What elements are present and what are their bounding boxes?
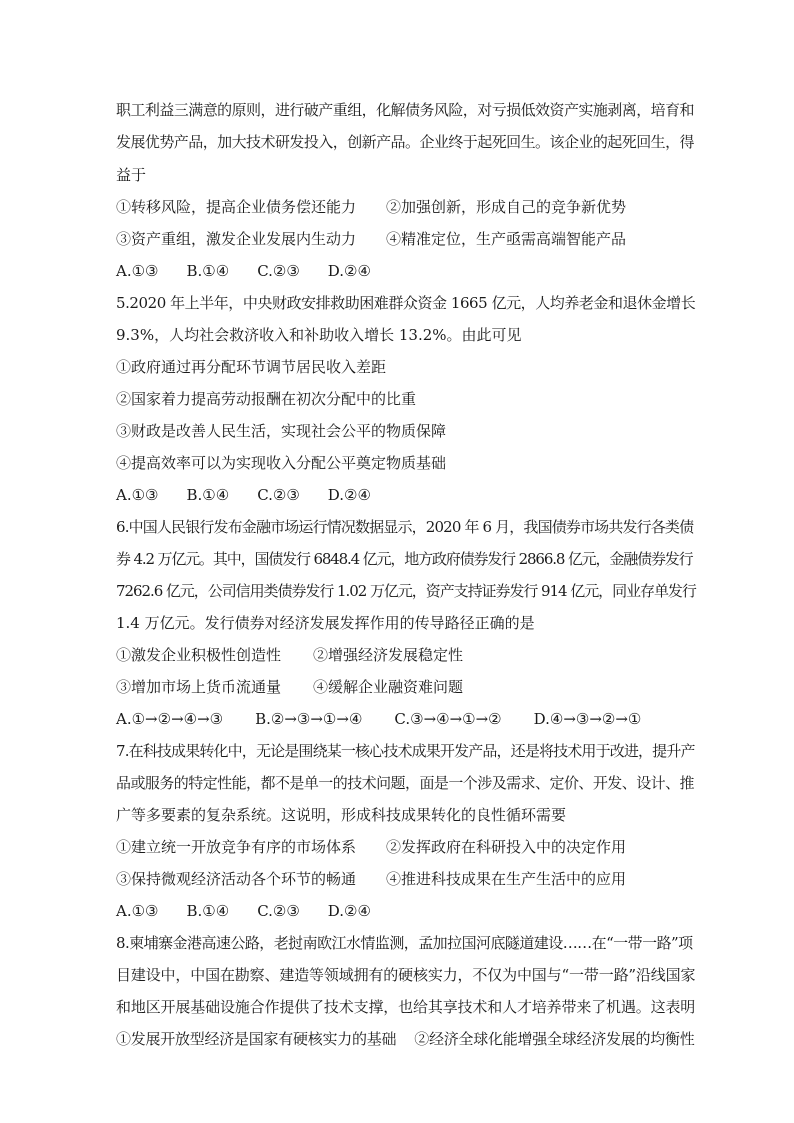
intro-options-row-1 xyxy=(116,197,696,217)
answer-a: A.①③ xyxy=(116,486,159,504)
option-1: ①发展开放型经济是国家有硬核实力的基础 xyxy=(116,1030,397,1048)
answer-c: C.②③ xyxy=(257,486,300,504)
q6-answers xyxy=(116,709,696,729)
q6-line-1: 6.中国人民银行发布金融市场运行情况数据显示，2020 年 6 月，我国债券市场共发行各类债 xyxy=(116,518,694,536)
intro-line-2: 发展优势产品，加大技术研发投入，创新产品。企业终于起死回生。该企业的起死回生，得 xyxy=(116,133,695,151)
option-3: ③资产重组，激发企业发展内生动力 xyxy=(116,230,357,248)
answer-a: A.①③ xyxy=(116,262,159,280)
q7-answers xyxy=(116,901,696,921)
q8-line-2: 目建设中，中国在勘察、建造等领域拥有的硬核实力，不仅为中国与“一带一路”沿线国家 xyxy=(116,966,696,984)
answer-b: B.①④ xyxy=(186,902,230,920)
answer-d: D.②④ xyxy=(327,902,371,920)
q5-answers xyxy=(116,485,696,505)
q7-options-row-2 xyxy=(116,869,696,889)
intro-answers xyxy=(116,261,696,281)
answer-a: A.①③ xyxy=(116,902,159,920)
q7-line-1: 7.在科技成果转化中，无论是围绕某一核心技术成果开发产品，还是将技术用于改进，提升产 xyxy=(116,742,695,760)
intro-line-3: 益于 xyxy=(116,166,147,184)
intro-line-1: 职工利益三满意的原则，进行破产重组，化解债务风险，对亏损低效资产实施剥离，培育和 xyxy=(116,101,695,119)
q8-line-1: 8.柬埔寨金港高速公路，老挝南欧江水情监测，孟加拉国河底隧道建设……在“一带一路”项 xyxy=(116,934,693,952)
q8-line-3: 和地区开展基础设施合作提供了技术支撑，也给其享技术和人才培养带来了机遇。这表明 xyxy=(116,998,696,1016)
q6-options-row-2 xyxy=(116,677,696,697)
answer-d: D.②④ xyxy=(327,262,371,280)
q5-option-3: ③财政是改善人民生活，实现社会公平的物质保障 xyxy=(116,422,447,440)
option-1: ①转移风险，提高企业债务偿还能力 xyxy=(116,198,357,216)
option-3: ③增加市场上货币流通量 xyxy=(116,678,282,696)
answer-b: B.①④ xyxy=(186,262,230,280)
option-1: ①激发企业积极性创造性 xyxy=(116,646,282,664)
answer-b: B.①④ xyxy=(186,486,230,504)
q6-line-3: 7262.6 亿元，公司信用类债券发行 1.02 万亿元，资产支持证券发行 914 亿元，同业存单发行 xyxy=(116,582,696,600)
q6-options-row-1 xyxy=(116,645,696,665)
option-3: ③保持微观经济活动各个环节的畅通 xyxy=(116,870,357,888)
answer-c: C.②③ xyxy=(257,902,300,920)
option-2: ②经济全球化能增强全球经济发展的均衡性 xyxy=(414,1030,695,1048)
q5-option-1: ①政府通过再分配环节调节居民收入差距 xyxy=(116,358,387,376)
q7-line-2: 品或服务的特定性能，都不是单一的技术问题，面是一个涉及需求、定价、开发、设计、推 xyxy=(116,774,695,792)
q5-line-1: 5.2020 年上半年，中央财政安排救助困难群众资金 1665 亿元，人均养老金和退休金增长 xyxy=(116,294,696,312)
answer-a: A.①→②→④→③ xyxy=(116,710,224,728)
q6-line-2: 券 4.2 万亿元。其中，国债发行 6848.4 亿元，地方政府债券发行 2866.8 亿元，金融债券发行 xyxy=(116,550,693,568)
q7-line-3: 广等多要素的复杂系统。这说明，形成科技成果转化的良性循环需要 xyxy=(116,806,567,824)
q5-option-2: ②国家着力提高劳动报酬在初次分配中的比重 xyxy=(116,390,417,408)
q7-options-row-1 xyxy=(116,837,696,857)
q5-line-2: 9.3%，人均社会救济收入和补助收入增长 13.2%。由此可见 xyxy=(116,326,522,344)
option-4: ④缓解企业融资难问题 xyxy=(313,678,464,696)
option-2: ②增强经济发展稳定性 xyxy=(313,646,464,664)
option-4: ④推进科技成果在生产生活中的应用 xyxy=(386,870,627,888)
option-4: ④精准定位，生产亟需高端智能产品 xyxy=(386,230,627,248)
answer-d: D.②④ xyxy=(327,486,371,504)
q5-option-4: ④提高效率可以为实现收入分配公平奠定物质基础 xyxy=(116,454,447,472)
option-2: ②加强创新，形成自己的竞争新优势 xyxy=(386,198,627,216)
option-1: ①建立统一开放竞争有序的市场体系 xyxy=(116,838,357,856)
q6-line-4: 1.4 万亿元。发行债券对经济发展发挥作用的传导路径正确的是 xyxy=(116,614,535,632)
option-2: ②发挥政府在科研投入中的决定作用 xyxy=(386,838,627,856)
intro-options-row-2 xyxy=(116,229,696,249)
answer-b: B.②→③→①→④ xyxy=(255,710,363,728)
answer-d: D.④→③→②→① xyxy=(533,710,642,728)
answer-c: C.③→④→①→② xyxy=(394,710,502,728)
answer-c: C.②③ xyxy=(257,262,300,280)
q8-options-row-1 xyxy=(116,1029,696,1049)
